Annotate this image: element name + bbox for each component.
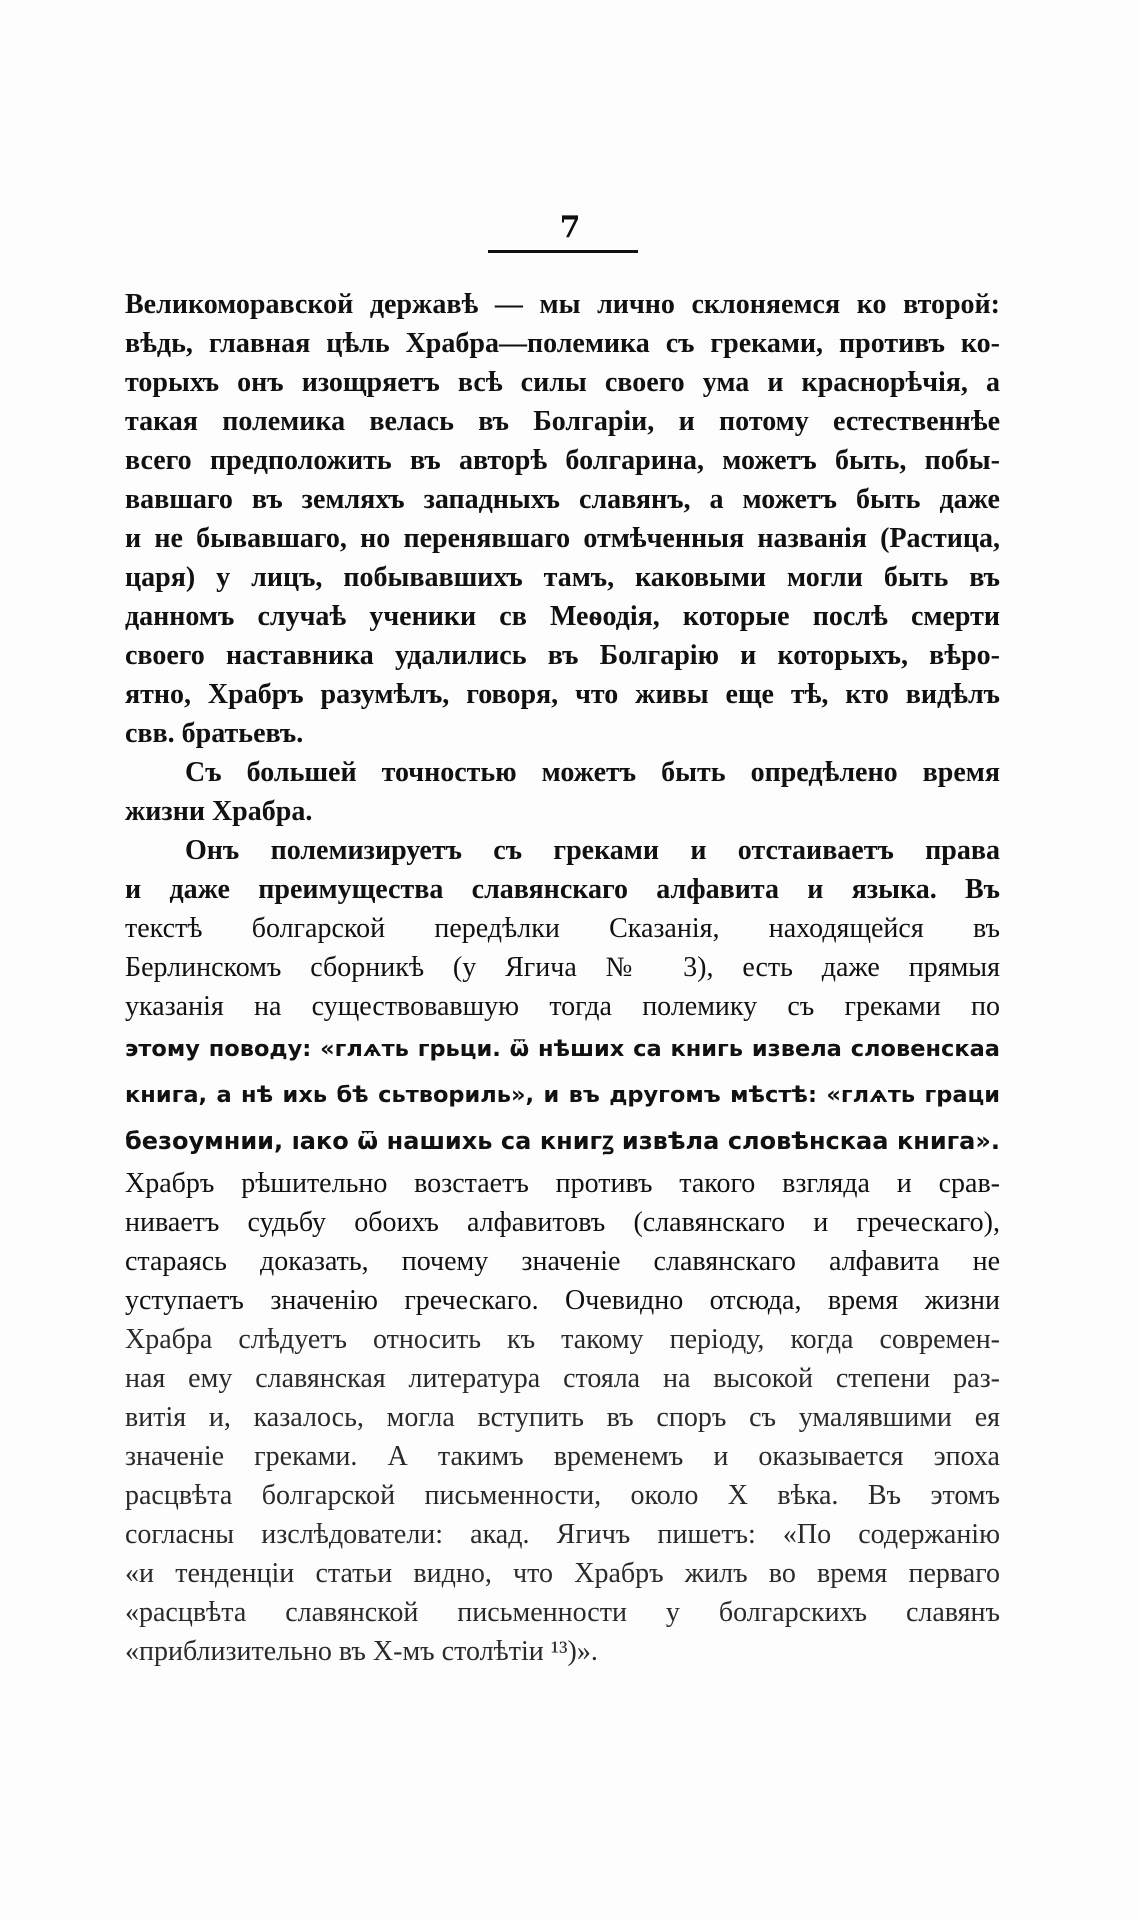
text-line: Храбръ рѣшительно возстаетъ противъ такого взгляда и срав- [125, 1168, 1000, 1199]
text-line: «расцвѣта славянской письменности у болгарскихъ славянъ [125, 1597, 1000, 1628]
text-line: витія и, казалось, могла вступить въ споръ съ умалявшими ея [125, 1402, 1000, 1433]
text-line: жизни Храбра. [125, 796, 313, 827]
text-line: и даже преимущества славянскаго алфавита и языка. Въ [125, 874, 1000, 905]
body-text [125, 285, 1000, 1671]
text-line: Великоморавской державѣ — мы лично склоняемся ко второй: [125, 289, 1000, 320]
text-line: вѣдь, главная цѣль Храбра—полемика съ греками, противъ ко- [125, 328, 1000, 359]
text-line: расцвѣта болгарской письменности, около X вѣка. Въ этомъ [125, 1480, 1000, 1511]
text-line: ятно, Храбръ разумѣлъ, говоря, что живы еще тѣ, кто видѣлъ [125, 679, 1000, 710]
text-line: согласны изслѣдователи: акад. Ягичъ пишетъ: «По содержанію [125, 1519, 1000, 1550]
text-line: всего предположить въ авторѣ болгарина, можетъ быть, побы- [125, 445, 1000, 476]
text-line: Съ большей точностью можетъ быть опредѣлено время [185, 757, 1000, 788]
church-slavonic-line: безоумнии, ıако ѿ нашихь са книгꙁ извѣла словѣнскаа книга». [125, 1127, 1000, 1155]
text-line: ная ему славянская литература стояла на высокой степени раз- [125, 1363, 1000, 1394]
text-line: и не бывавшаго, но перенявшаго отмѣченныя названія (Растица, [125, 523, 1000, 554]
page-number-rule [488, 250, 638, 253]
text-line: свв. братьевъ. [125, 718, 304, 749]
text-line: своего наставника удалились въ Болгарію и которыхъ, вѣро- [125, 640, 1000, 671]
text-line: вавшаго въ земляхъ западныхъ славянъ, а можетъ быть даже [125, 484, 1000, 515]
page-number: 7 [559, 210, 581, 245]
church-slavonic-line: этому поводу: «глѧть грьци. ѿ нѣших са книгь извела словенскаа [125, 1036, 1000, 1062]
text-line: значеніе греками. А такимъ временемъ и оказывается эпоха [125, 1441, 1000, 1472]
text-line: данномъ случаѣ ученики св Меѳодія, которые послѣ смерти [125, 601, 1000, 632]
text-line: уступаетъ значенію греческаго. Очевидно отсюда, время жизни [125, 1285, 1000, 1316]
church-slavonic-line: книга, а нѣ ихь бѣ сьтвориль», и въ другомъ мѣстѣ: «глѧть граци [125, 1082, 1000, 1108]
text-line: царя) у лицъ, побывавшихъ тамъ, каковыми могли быть въ [125, 562, 1000, 593]
text-line: «приблизительно въ X-мъ столѣтіи ¹³)». [125, 1636, 598, 1667]
text-line: торыхъ онъ изощряетъ всѣ силы своего ума и краснорѣчія, а [125, 367, 1000, 398]
text-line: текстѣ болгарской передѣлки Сказанія, находящейся въ [125, 913, 1000, 944]
text-line: Храбра слѣдуетъ относить къ такому періоду, когда современ- [125, 1324, 1000, 1355]
text-line: стараясь доказать, почему значеніе славянскаго алфавита не [125, 1246, 1000, 1277]
text-line: Онъ полемизируетъ съ греками и отстаиваетъ права [185, 835, 1000, 866]
text-line: «и тенденціи статьи видно, что Храбръ жилъ во время перваго [125, 1558, 1000, 1589]
text-line: Берлинскомъ сборникѣ (у Ягича № 3), есть даже прямыя [125, 952, 1000, 983]
text-line: ниваетъ судьбу обоихъ алфавитовъ (славянскаго и греческаго), [125, 1207, 1000, 1238]
text-line: такая полемика велась въ Болгаріи, и потому естественнѣе [125, 406, 1000, 437]
text-line: указанія на существовавшую тогда полемику съ греками по [125, 991, 1000, 1022]
